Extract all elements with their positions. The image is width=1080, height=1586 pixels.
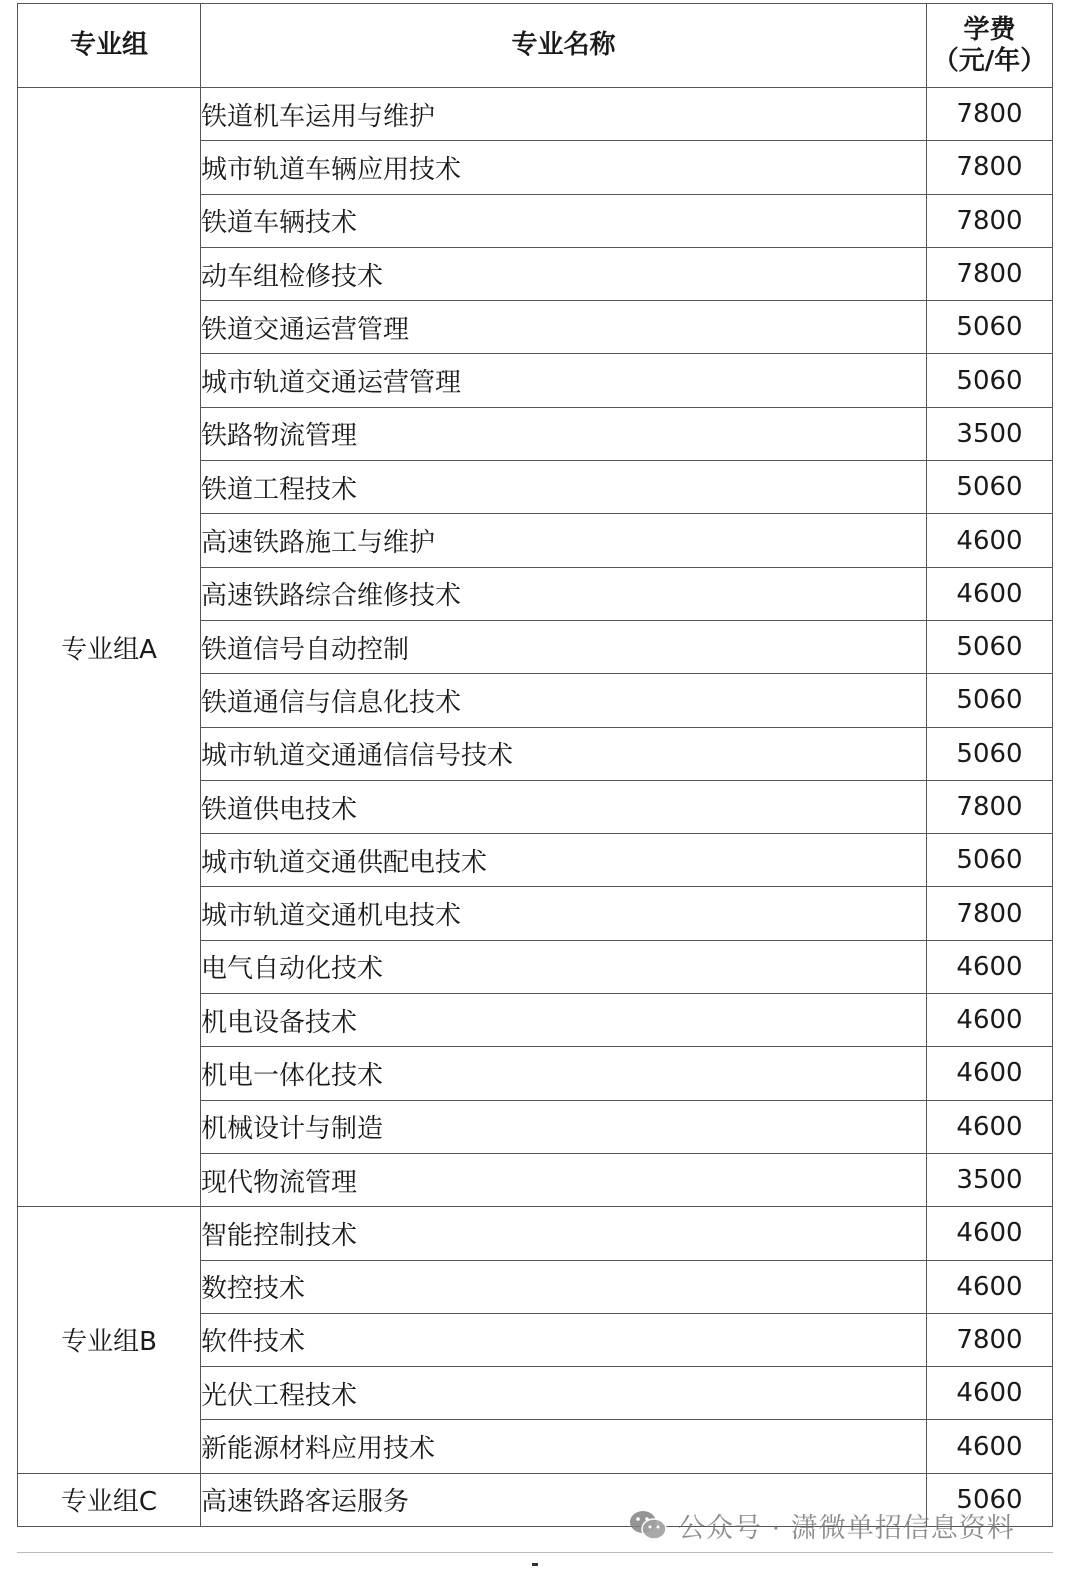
fee-cell: 4600 [927,567,1053,620]
header-major: 专业名称 [201,4,927,88]
group-cell: 专业组B [18,1207,201,1473]
header-group: 专业组 [18,4,201,88]
wechat-icon [628,1509,668,1541]
major-cell: 城市轨道交通机电技术 [201,887,927,940]
fee-cell: 4600 [927,940,1053,993]
major-cell: 铁道通信与信息化技术 [201,674,927,727]
fee-cell: 3500 [927,1153,1053,1206]
major-cell: 铁道交通运营管理 [201,301,927,354]
fee-cell: 4600 [927,1100,1053,1153]
fee-cell: 7800 [927,194,1053,247]
major-cell: 机电设备技术 [201,994,927,1047]
watermark-text: 公众号 · 潇微单招信息资料 [678,1512,1015,1544]
major-cell: 电气自动化技术 [201,940,927,993]
major-cell: 数控技术 [201,1260,927,1313]
major-cell: 铁道信号自动控制 [201,620,927,673]
fee-cell: 5060 [927,727,1053,780]
major-cell: 铁道机车运用与维护 [201,88,927,141]
fee-cell: 7800 [927,247,1053,300]
header-fee-line2: （元/年） [932,45,1047,76]
fee-cell: 5060 [927,301,1053,354]
major-cell: 城市轨道交通运营管理 [201,354,927,407]
major-cell: 城市轨道车辆应用技术 [201,141,927,194]
header-fee [927,4,1053,88]
fee-cell: 5060 [927,354,1053,407]
fee-cell: 7800 [927,1313,1053,1366]
fee-cell: 5060 [927,834,1053,887]
bottom-divider [17,1552,1053,1553]
major-cell: 城市轨道交通供配电技术 [201,834,927,887]
tuition-table [17,3,1053,1527]
fee-cell: 3500 [927,407,1053,460]
fee-cell: 4600 [927,514,1053,567]
major-cell: 机电一体化技术 [201,1047,927,1100]
major-cell: 高速铁路综合维修技术 [201,567,927,620]
major-cell: 高速铁路施工与维护 [201,514,927,567]
major-cell: 铁路物流管理 [201,407,927,460]
fee-cell: 4600 [927,1260,1053,1313]
major-cell: 新能源材料应用技术 [201,1420,927,1473]
group-cell: 专业组C [18,1473,201,1526]
major-cell: 光伏工程技术 [201,1367,927,1420]
fee-cell: 7800 [927,141,1053,194]
watermark [628,1505,1015,1545]
fee-cell: 5060 [927,674,1053,727]
fee-cell: 4600 [927,994,1053,1047]
fee-cell: 4600 [927,1207,1053,1260]
fee-cell: 5060 [927,620,1053,673]
major-cell: 铁道供电技术 [201,780,927,833]
fee-cell: 4600 [927,1047,1053,1100]
major-cell: 软件技术 [201,1313,927,1366]
group-cell: 专业组A [18,88,201,1207]
major-cell: 铁道车辆技术 [201,194,927,247]
fee-cell: 4600 [927,1367,1053,1420]
fee-cell: 4600 [927,1420,1053,1473]
header-row [18,4,1053,88]
major-cell: 机械设计与制造 [201,1100,927,1153]
fee-cell: 5060 [927,461,1053,514]
major-cell: 现代物流管理 [201,1153,927,1206]
table-body [18,88,1053,1527]
fee-cell: 7800 [927,780,1053,833]
fee-cell: 5060 [927,1473,1053,1526]
bottom-mark [532,1563,538,1566]
major-cell: 智能控制技术 [201,1207,927,1260]
fee-cell: 7800 [927,88,1053,141]
header-fee-line1: 学费 [963,14,1016,45]
fee-cell: 7800 [927,887,1053,940]
table-row [18,1207,1053,1260]
major-cell: 动车组检修技术 [201,247,927,300]
table-row [18,88,1053,141]
major-cell: 铁道工程技术 [201,461,927,514]
major-cell: 高速铁路客运服务 [201,1473,927,1526]
major-cell: 城市轨道交通通信信号技术 [201,727,927,780]
